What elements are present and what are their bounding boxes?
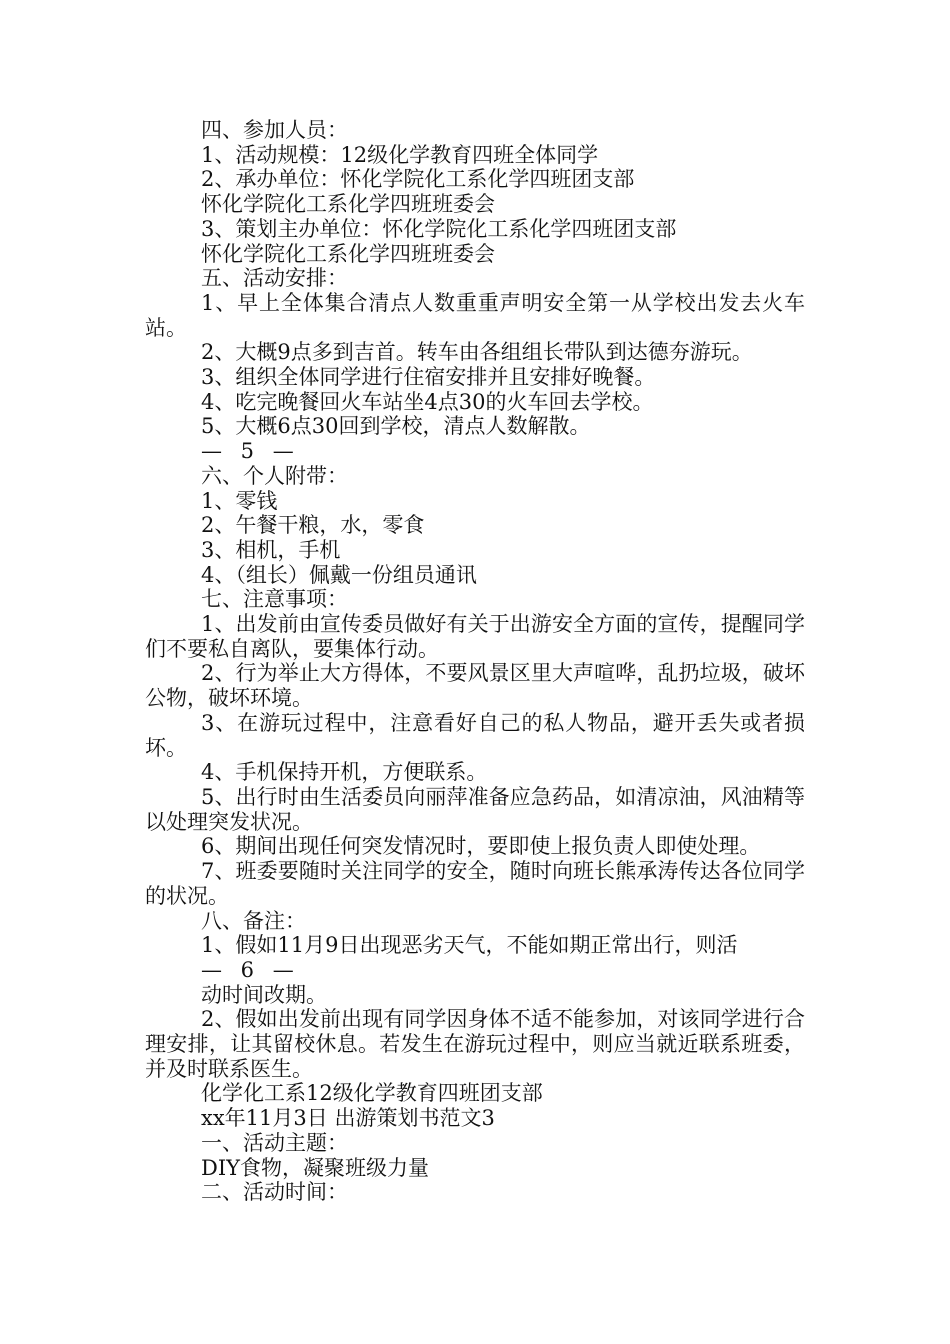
text-line: 1、假如11月9日出现恶劣天气，不能如期正常出行，则活: [201, 933, 738, 958]
text-line: 3、组织全体同学进行住宿安排并且安排好晚餐。: [201, 365, 656, 390]
section-heading: 四、参加人员：: [201, 118, 348, 142]
text-line: 3、相机，手机: [201, 537, 341, 562]
paragraph: 1、出发前由宣传委员做好有关于出游安全方面的宣传，提醒同学们不要私自离队，要集体行动。: [145, 612, 805, 661]
paragraph: 7、班委要随时关注同学的安全，随时向班长熊承涛传达各位同学的状况。: [145, 859, 805, 908]
text-line: 2、午餐干粮，水，零食: [201, 513, 425, 538]
paragraph: 5、出行时由生活委员向丽萍准备应急药品，如清凉油，风油精等以处理突发状况。: [145, 784, 805, 834]
document-body: [145, 118, 805, 1205]
page-number: — 6 —: [201, 957, 300, 982]
text-line: 2、承办单位：怀化学院化工系化学四班团支部: [201, 167, 635, 192]
text-line: 4、吃完晚餐回火车站坐4点30的火车回去学校。: [201, 389, 654, 414]
paragraph: 3、在游玩过程中，注意看好自己的私人物品，避开丢失或者损坏。: [145, 710, 805, 760]
text-line: DIY食物，凝聚班级力量: [201, 1155, 429, 1180]
section-heading: 二、活动时间：: [201, 1180, 348, 1205]
text-line: 4、（组长）佩戴一份组员通讯: [201, 562, 477, 587]
paragraph: 2、行为举止大方得体，不要风景区里大声喧哗，乱扔垃圾，破坏公物，破坏环境。: [145, 661, 805, 711]
text-line: 6、期间出现任何突发情况时，要即使上报负责人即使处理。: [201, 834, 761, 859]
paragraph: 2、假如出发前出现有同学因身体不适不能参加，对该同学进行合理安排，让其留校休息。若发生在游玩过程中，则应当就近联系班委，并及时联系医生。: [145, 1007, 805, 1081]
page-number: — 5 —: [201, 439, 300, 464]
section-heading: 六、个人附带：: [201, 463, 348, 488]
text-line: 1、零钱: [201, 488, 278, 513]
section-heading: 八、备注：: [201, 908, 306, 933]
text-line: 动时间改期。: [201, 982, 327, 1007]
text-line: 5、大概6点30回到学校，清点人数解散。: [201, 414, 591, 439]
text-line: 怀化学院化工系化学四班班委会: [201, 241, 495, 266]
text-line: 怀化学院化工系化学四班班委会: [201, 192, 495, 217]
text-line: 3、策划主办单位：怀化学院化工系化学四班团支部: [201, 216, 677, 241]
paragraph: 1、早上全体集合清点人数重重声明安全第一从学校出发去火车站。: [145, 290, 805, 340]
signature-line: 化学化工系12级化学教育四班团支部: [201, 1081, 543, 1106]
text-line: 1、活动规模：12级化学教育四班全体同学: [201, 142, 599, 167]
text-line: 2、大概9点多到吉首。转车由各组组长带队到达德夯游玩。: [201, 340, 753, 365]
date-title-line: xx年11月3日 出游策划书范文3: [201, 1106, 495, 1131]
section-heading: 七、注意事项：: [201, 587, 348, 612]
section-heading: 一、活动主题：: [201, 1130, 348, 1155]
text-line: 4、手机保持开机，方便联系。: [201, 760, 488, 785]
section-heading: 五、活动安排：: [201, 266, 348, 291]
